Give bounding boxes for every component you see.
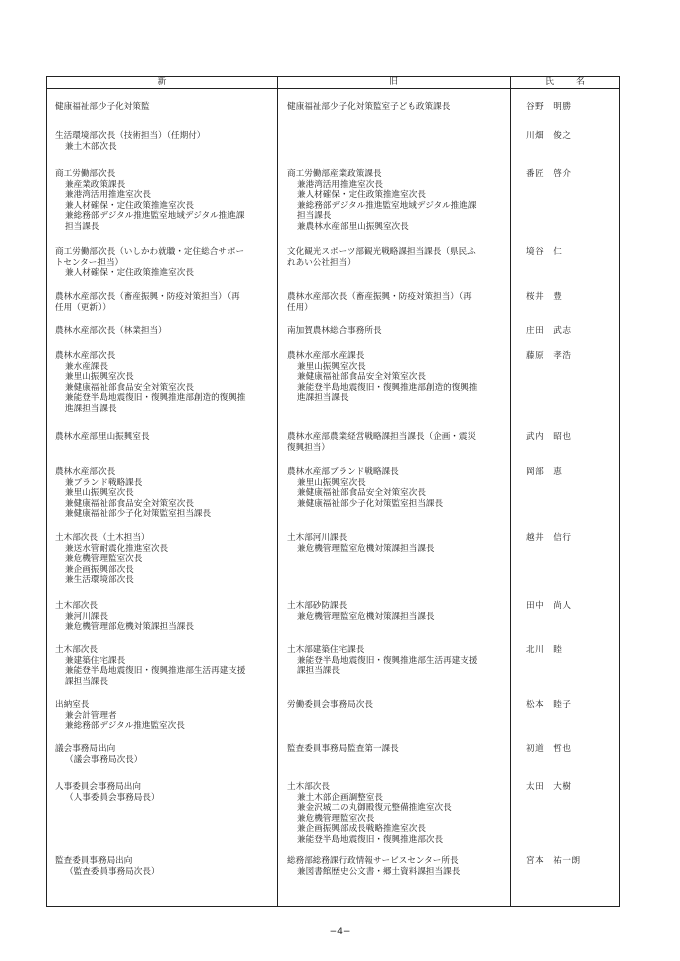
new-position-line: 兼総務部デジタル推進監室地域デジタル推進課 [65,211,245,222]
old-position-line: 労働委員会事務局次長 [287,700,373,710]
new-position [55,856,275,877]
new-position [55,292,275,313]
old-position-line: 兼里山振興室次長 [297,477,366,488]
old-position [287,601,509,622]
new-position-line: 進課担当課長 [65,403,117,414]
new-position-line: 兼港湾活用推進室次長 [65,190,151,201]
old-position [287,782,509,846]
new-position-line: 土木部次長 [55,645,98,655]
new-position-line: 兼里山振興室次長 [65,488,134,499]
new-position-line: 議会事務局出向 [55,744,116,754]
new-position-line: 任用（更新）） [55,302,111,313]
old-position-line: 農林水産部農業経営戦略課担当課長（企画・震災 [287,432,477,442]
old-position [287,856,509,877]
old-position-line: 農林水産部水産課長 [287,351,365,361]
old-position [287,700,509,711]
person-name: 庄田 武志 [526,326,572,336]
new-position-line: 兼健康福祉部食品安全対策室次長 [65,498,194,509]
new-position-line: トセンター担当） [55,257,124,268]
new-position-line: 兼土木部次長 [65,141,117,152]
new-position-line: 兼里山振興室次長 [65,372,134,383]
new-position [55,326,275,337]
new-position-line: 兼企画振興部次長 [65,564,134,575]
old-position [287,467,509,509]
person-name: 藤原 孝浩 [526,351,572,361]
old-position-line: 兼里山振興室次長 [297,361,366,372]
new-position-line: 兼健康福祉部食品安全対策室次長 [65,382,194,393]
new-position-line: 兼河川課長 [65,611,108,622]
old-position-line: 農林水産部次長（畜産振興・防疫対策担当）（再 [287,292,472,302]
new-position [55,169,275,233]
old-position-line: 兼健康福祉部少子化対策監室担当課長 [297,498,444,509]
new-position-line: 兼総務部デジタル推進監室次長 [65,721,185,732]
new-position [55,533,275,586]
new-position-line: 兼人材確保・定住政策推進室次長 [65,268,194,279]
old-position-line: 兼農林水産部里山振興室次長 [297,221,409,232]
new-position-line: 兼会計管理者 [65,710,117,721]
new-position-line: 兼危機管理監室次長 [65,554,143,565]
old-position-line: 兼港湾活用推進室次長 [297,179,383,190]
new-position [55,102,275,113]
old-position-line: 土木部次長 [287,782,330,792]
old-position-line: 総務部総務課行政情報サービスセンター所長 [287,856,459,866]
new-position [55,645,275,687]
person-name: 番匠 啓介 [526,169,572,179]
new-position-line: 農林水産部次長 [55,351,116,361]
old-position [287,432,509,453]
new-position [55,247,275,279]
old-position-line: 兼人材確保・定住政策推進室次長 [297,190,426,201]
old-position [287,533,509,554]
old-position [287,326,509,337]
old-position-line: 商工労働部産業政策課長 [287,169,382,179]
old-position-line: 兼危機管理監室危機対策課担当課長 [297,611,435,622]
old-position-line: 任用） [287,302,313,313]
old-position-line: 文化観光スポーツ部観光戦略課担当課長（県民ふ [287,247,476,257]
person-name: 谷野 明勝 [526,102,572,112]
old-position-line: 南加賀農林総合事務所長 [287,326,382,336]
new-position-line: 課担当課長 [65,676,108,687]
old-position-line: 兼総務部デジタル推進監室地域デジタル推進課 [297,200,477,211]
new-position-line: 農林水産部次長（林業担当） [55,326,167,336]
new-position-line: 兼生活環境部次長 [65,575,134,586]
new-position-line: 商工労働部次長（いしかわ就職・定住総合サポー [55,247,245,257]
old-position-line: れあい公社担当） [287,257,356,268]
personnel-table [46,76,620,907]
new-position [55,432,275,443]
new-position-line: 兼健康福祉部少子化対策監室担当課長 [65,509,212,520]
person-name: 桜井 豊 [526,292,563,302]
person-name: 武内 昭也 [526,432,572,442]
new-position-line: 兼建築住宅課長 [65,655,126,666]
old-position-line: 課担当課長 [297,666,340,677]
old-position-line: 兼能登半島地震復旧・復興推進部次長 [297,834,444,845]
person-name: 初道 哲也 [526,744,572,754]
new-position-line: 兼人材確保・定住政策推進室次長 [65,200,194,211]
old-position-line: 土木部河川課長 [287,533,348,543]
new-position-line: 兼産業政策課長 [65,179,126,190]
new-position-line: 土木部次長（土木担当） [55,533,150,543]
new-position-line: 農林水産部次長 [55,467,116,477]
old-position [287,645,509,677]
old-position [287,169,509,233]
old-position [287,351,509,404]
new-position-line: （監査委員事務局次長） [65,866,160,877]
person-name: 宮本 祐一朗 [526,856,581,866]
old-position-line: 農林水産部ブランド戦略課長 [287,467,399,477]
header-name: 氏名 [544,77,607,87]
header-new: 新 [157,77,167,87]
new-position-line: （人事委員会事務局長） [65,792,160,803]
new-position [55,782,275,803]
table-header [47,77,619,89]
new-position-line: 兼送水管耐震化推進室次長 [65,543,169,554]
new-position [55,351,275,415]
column-divider [510,77,511,906]
new-position [55,700,275,732]
old-position-line: 土木部建築住宅課長 [287,645,365,655]
old-position-line: 進課担当課長 [297,393,349,404]
old-position-line: 兼能登半島地震復旧・復興推進部生活再建支援 [297,655,478,666]
old-position-line: 兼健康福祉部食品安全対策室次長 [297,488,426,499]
new-position [55,601,275,633]
old-position-line: 担当課長 [297,211,332,222]
old-position [287,247,509,268]
old-position-line: 兼健康福祉部食品安全対策室次長 [297,372,426,383]
new-position-line: 兼水産課長 [65,361,108,372]
new-position-line: 監査委員事務局出向 [55,856,133,866]
column-divider [277,77,278,906]
new-position-line: 農林水産部里山振興室長 [55,432,150,442]
old-position-line: 監査委員事務局監査第一課長 [287,744,399,754]
old-position-line: 兼能登半島地震復旧・復興推進部創造的復興推 [297,382,478,393]
old-position-line: 兼図書館歴史公文書・郷土資料課担当課長 [297,866,461,877]
person-name: 北川 睦 [526,645,563,655]
new-position [55,131,275,152]
person-name: 境谷 仁 [526,247,563,257]
new-position-line: 農林水産部次長（畜産振興・防疫対策担当）（再 [55,292,240,302]
old-position-line: 兼土木部企画調整室長 [297,792,383,803]
person-name: 松本 睦子 [526,700,572,710]
new-position-line: 商工労働部次長 [55,169,116,179]
old-position [287,102,509,113]
person-name: 太田 大樹 [526,782,572,792]
new-position-line: 兼能登半島地震復旧・復興推進部生活再建支援 [65,666,246,677]
new-position-line: 担当課長 [65,221,100,232]
new-position-line: （議会事務局次長） [65,754,143,765]
old-position [287,292,509,313]
page-number: −4− [329,927,351,937]
old-position-line: 健康福祉部少子化対策監室子ども政策課長 [287,102,451,112]
person-name: 川畑 俊之 [526,131,572,141]
person-name: 岡部 恵 [526,467,563,477]
new-position-line: 生活環境部次長（技術担当）（任期付） [55,131,206,141]
new-position-line: 兼ブランド戦略課長 [65,477,143,488]
old-position-line: 兼危機管理監室次長 [297,813,375,824]
new-position-line: 健康福祉部少子化対策監 [55,102,150,112]
new-position [55,467,275,520]
header-old: 旧 [388,77,398,87]
old-position-line: 兼危機管理監室危機対策課担当課長 [297,543,435,554]
new-position-line: 人事委員会事務局出向 [55,782,141,792]
person-name: 越井 信行 [526,533,572,543]
old-position [287,744,509,755]
new-position-line: 出納室長 [55,700,90,710]
old-position-line: 土木部砂防課長 [287,601,348,611]
person-name: 田中 尚人 [526,601,572,611]
new-position [55,744,275,765]
old-position-line: 復興担当） [287,442,330,453]
old-position-line: 兼金沢城二の丸御殿復元整備推進室次長 [297,803,452,814]
new-position-line: 兼能登半島地震復旧・復興推進部創造的復興推 [65,393,246,404]
old-position-line: 兼企画振興部成長戦略推進室次長 [297,824,426,835]
new-position-line: 兼危機管理部危機対策課担当課長 [65,622,194,633]
new-position-line: 土木部次長 [55,601,98,611]
